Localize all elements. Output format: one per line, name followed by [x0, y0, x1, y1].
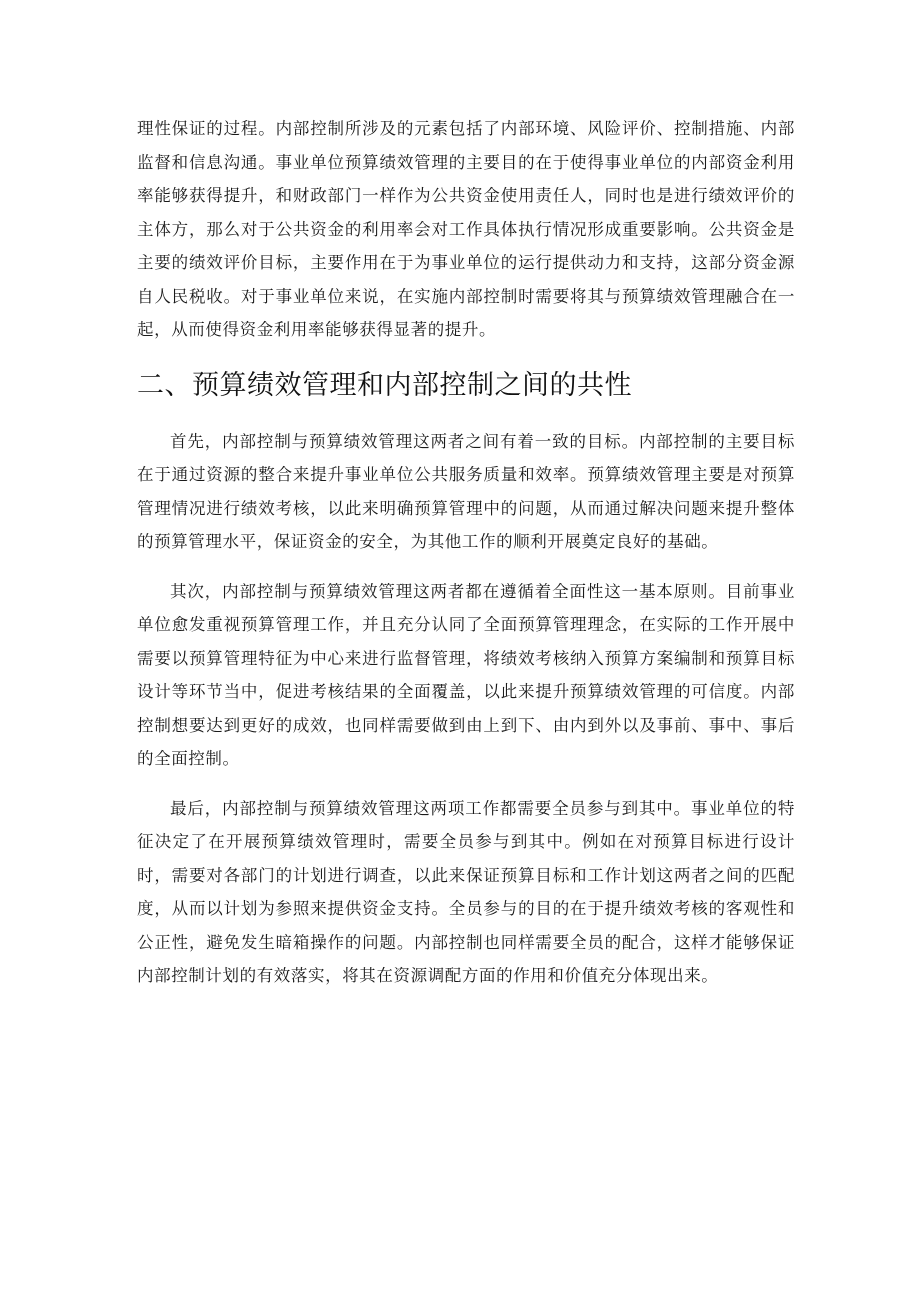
document-body	[137, 112, 795, 993]
paragraph-first-point: 首先，内部控制与预算绩效管理这两者之间有着一致的目标。内部控制的主要目标在于通过资源的整合来提升事业单位公共服务质量和效率。预算绩效管理主要是对预算管理情况进行绩效考核，以此来明确预算管理中的问题，从而通过解决问题来提升整体的预算管理水平，保证资金的安全，为其他工作的顺利开展奠定良好的基础。	[137, 431, 795, 551]
section-heading: 二、预算绩效管理和内部控制之间的共性	[137, 369, 632, 401]
paragraph-gap	[137, 559, 795, 575]
paragraph-second-point: 其次，内部控制与预算绩效管理这两者都在遵循着全面性这一基本原则。目前事业单位愈发重视预算管理工作，并且充分认同了全面预算管理理念，在实际的工作开展中需要以预算管理特征为中心来进行监督管理，将绩效考核纳入预算方案编制和预算目标设计等环节当中，促进考核结果的全面覆盖，以此来提升预算绩效管理的可信度。内部控制想要达到更好的成效，也同样需要做到由上到下、由内到外以及事前、事中、事后的全面控制。	[137, 581, 795, 768]
paragraph-third-point: 最后，内部控制与预算绩效管理这两项工作都需要全员参与到其中。事业单位的特征决定了在开展预算绩效管理时，需要全员参与到其中。例如在对预算目标进行设计时，需要对各部门的计划进行调查，以此来保证预算目标和工作计划这两者之间的匹配度，从而以计划为参照来提供资金支持。全员参与的目的在于提升绩效考核的客观性和公正性，避免发生暗箱操作的问题。内部控制也同样需要全员的配合，这样才能够保证内部控制计划的有效落实，将其在资源调配方面的作用和价值充分体现出来。	[137, 798, 795, 985]
paragraph-continuation: 理性保证的过程。内部控制所涉及的元素包括了内部环境、风险评价、控制措施、内部监督和信息沟通。事业单位预算绩效管理的主要目的在于使得事业单位的内部资金利用率能够获得提升，和财政部门一样作为公共资金使用责任人，同时也是进行绩效评价的主体方，那么对于公共资金的利用率会对工作具体执行情况形成重要影响。公共资金是主要的绩效评价目标，主要作用在于为事业单位的运行提供动力和支持，这部分资金源自人民税收。对于事业单位来说，在实施内部控制时需要将其与预算绩效管理融合在一起，从而使得资金利用率能够获得显著的提升。	[137, 119, 795, 339]
paragraph-gap	[137, 776, 795, 792]
